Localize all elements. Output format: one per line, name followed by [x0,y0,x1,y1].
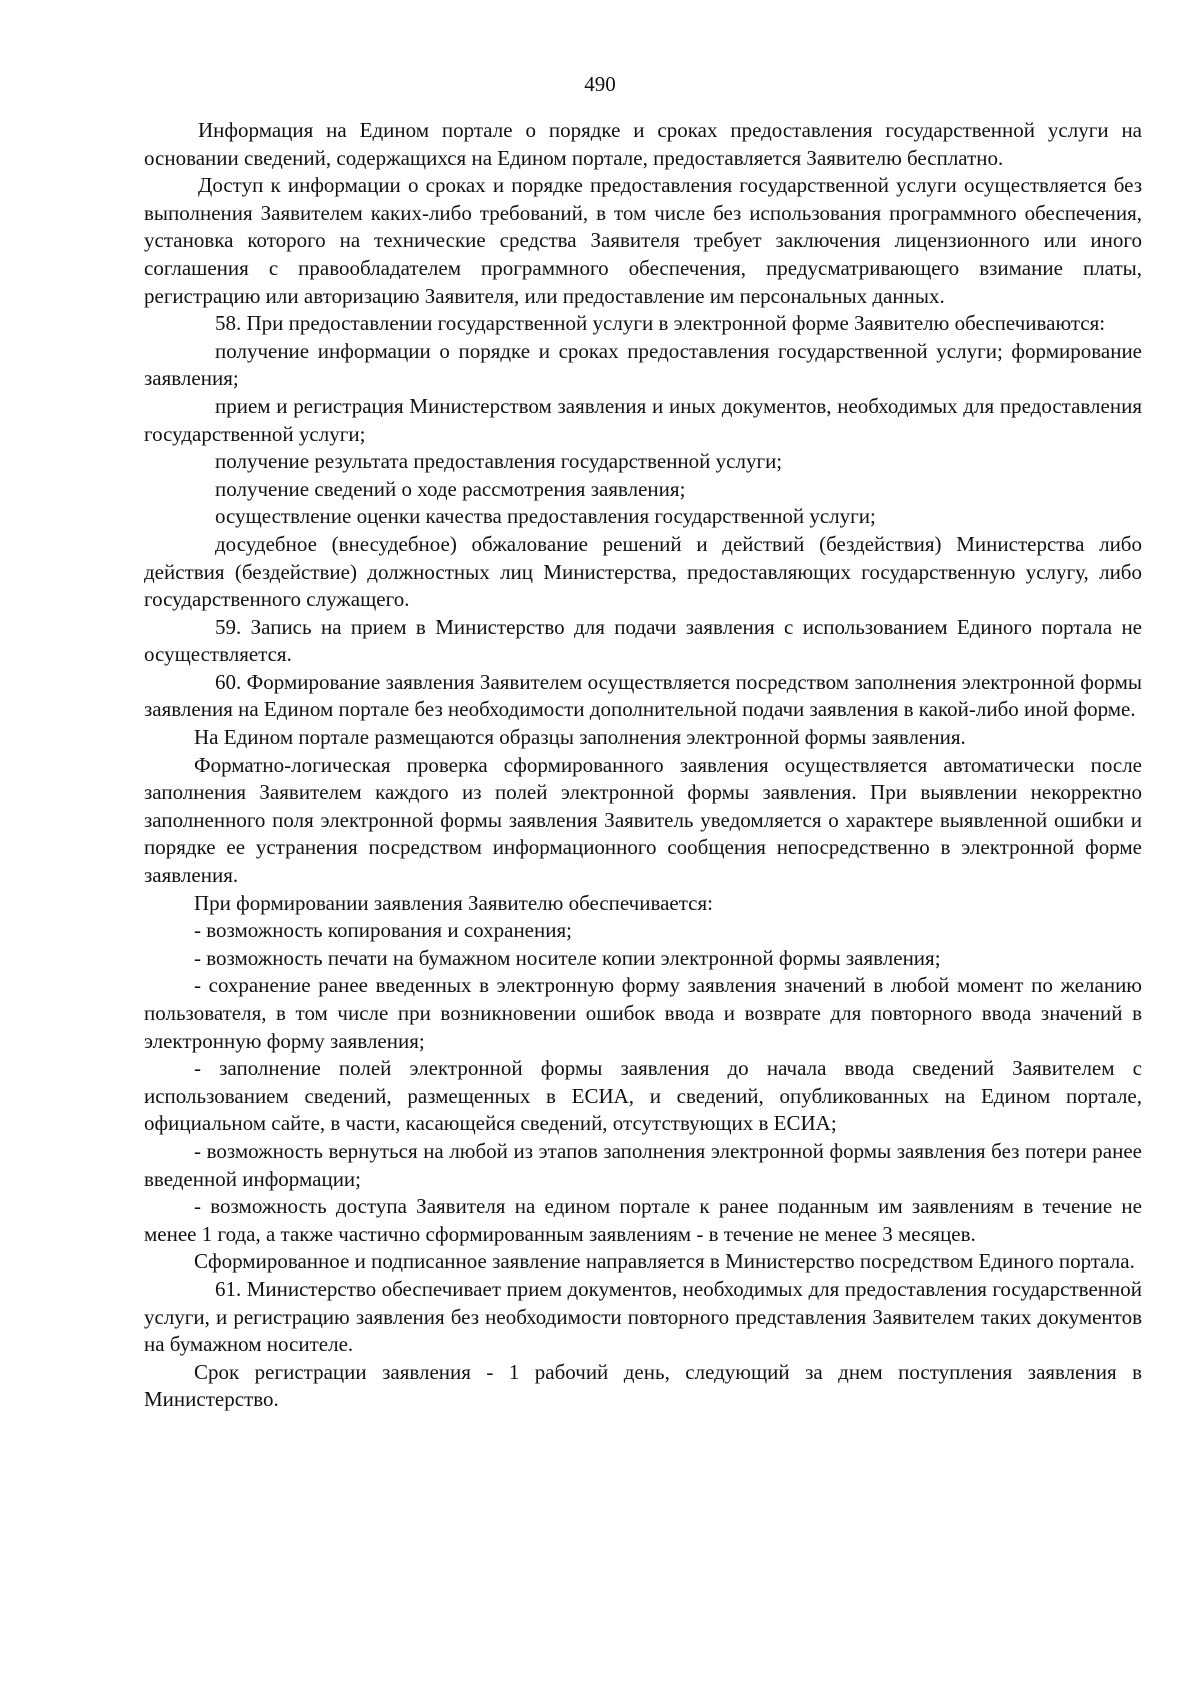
paragraph: 59. Запись на прием в Министерство для подачи заявления с использованием Единого портала не осуществляется. [144,614,1142,667]
paragraph: 58. При предоставлении государственной услуги в электронной форме Заявителю обеспечиваются: [215,311,1106,336]
paragraph: 61. Министерство обеспечивает прием документов, необходимых для предоставления государственной услуги, и регистрацию заявления без необходимости повторного представления Заявителем таких документов на бумажном носителе. [144,1276,1142,1357]
paragraph: При формировании заявления Заявителю обеспечивается: [194,890,714,915]
paragraph: получение сведений о ходе рассмотрения заявления; [215,476,686,501]
paragraph: досудебное (внесудебное) обжалование решений и действий (бездействия) Министерства либо действия (бездействие) должностных лиц Министерства, предоставляющих государственную услугу, либо государственного служащего. [144,531,1142,612]
paragraph: На Едином портале размещаются образцы заполнения электронной формы заявления. [194,725,966,750]
paragraph: Форматно-логическая проверка сформированного заявления осуществляется автоматически после заполнения Заявителем каждого из полей электронной формы заявления. При выявлении некорректно заполненного поля электронной формы заявления Заявитель уведомляется о характере выявленной ошибки и порядке ее устранения посредством информационного сообщения непосредственно в электронной форме заявления. [144,752,1142,888]
paragraph: Информация на Едином портале о порядке и сроках предоставления государственной услуги на основании сведений, содержащихся на Едином портале, предоставляется Заявителю бесплатно. [144,118,1142,170]
list-item: - возможность копирования и сохранения; [194,918,572,943]
paragraph: Доступ к информации о сроках и порядке предоставления государственной услуги осуществляется без выполнения Заявителем каких-либо требований, в том числе без использования программного обеспечения, установка которого на технические средства Заявителя требует заключения лицензионного или иного соглашения с правообладателем программного обеспечения, предусматривающего взимание платы, регистрацию или авторизацию Заявителя, или предоставление им персональных данных. [144,173,1142,308]
page-number: 490 [584,72,616,96]
list-item: - возможность доступа Заявителя на едином портале к ранее поданным им заявлениям в течение не менее 1 года, а также частично сформированным заявлениям - в течение не менее 3 месяцев. [144,1194,1142,1246]
paragraph: получение информации о порядке и сроках предоставления государственной услуги; формирование заявления; [144,338,1142,391]
list-item: - сохранение ранее введенных в электронную форму заявления значений в любой момент по желанию пользователя, в том числе при возникновении ошибок ввода и возврате для повторного ввода значений в электронную форму заявления; [144,973,1142,1053]
paragraph: Сформированное и подписанное заявление направляется в Министерство посредством Единого портала. [194,1249,1135,1274]
list-item: - возможность печати на бумажном носителе копии электронной формы заявления; [194,945,941,970]
paragraph: Срок регистрации заявления - 1 рабочий день, следующий за днем поступления заявления в Министерство. [144,1359,1142,1412]
list-item: - возможность вернуться на любой из этапов заполнения электронной формы заявления без потери ранее введенной информации; [144,1138,1142,1191]
paragraph: 60. Формирование заявления Заявителем осуществляется посредством заполнения электронной формы заявления на Едином портале без необходимости дополнительной подачи заявления в какой-либо иной форме. [144,669,1142,722]
paragraph: прием и регистрация Министерством заявления и иных документов, необходимых для предоставления государственной услуги; [144,393,1142,446]
paragraph: осуществление оценки качества предоставления государственной услуги; [215,504,876,529]
paragraph: получение результата предоставления государственной услуги; [215,449,783,474]
document-body [144,117,1142,1414]
list-item: - заполнение полей электронной формы заявления до начала ввода сведений Заявителем с использованием сведений, размещенных в ЕСИА, и сведений, опубликованных на Едином портале, официальном сайте, в части, касающейся сведений, отсутствующих в ЕСИА; [144,1056,1142,1136]
